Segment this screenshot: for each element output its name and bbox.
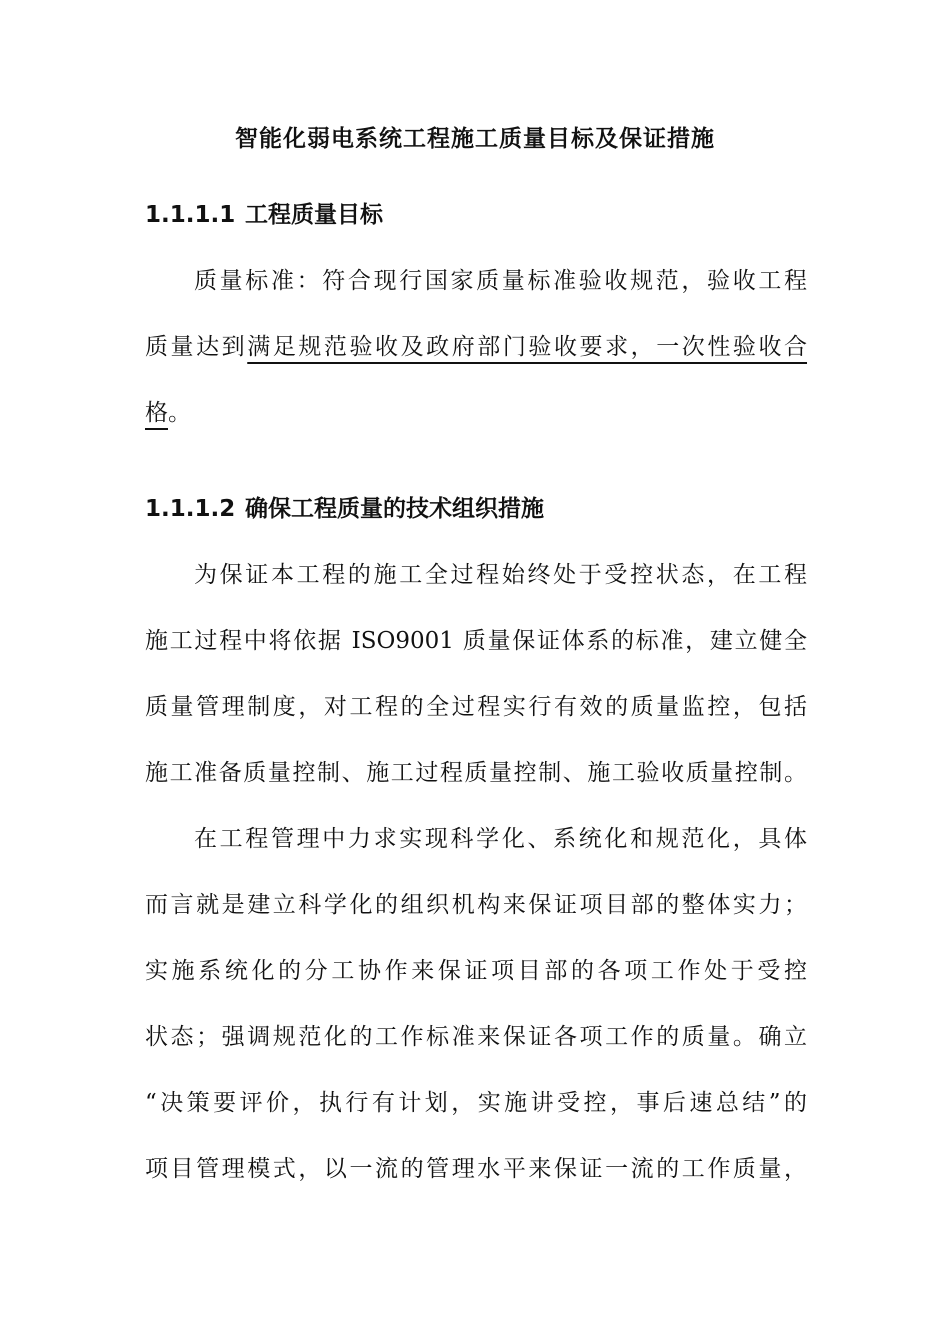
paragraph-line: 在工程管理中力求实现科学化、系统化和规范化，具体 xyxy=(194,826,807,852)
section-title: 确保工程质量的技术组织措施 xyxy=(245,496,544,522)
paragraph-line: 质量标准：符合现行国家质量标准验收规范，验收工程 xyxy=(194,268,807,294)
text-segment: 。 xyxy=(168,400,191,426)
paragraph-line xyxy=(145,328,807,361)
document-title: 智能化弱电系统工程施工质量目标及保证措施 xyxy=(235,126,715,152)
section-heading-technical-measures xyxy=(145,490,544,523)
paragraph-line: 施工过程中将依据 ISO9001 质量保证体系的标准，建立健全 xyxy=(145,628,807,654)
section-number: 1.1.1.1 xyxy=(145,202,236,228)
text-segment: 质量达到 xyxy=(145,334,248,360)
paragraph-line xyxy=(145,394,807,427)
paragraph-line: 状态；强调规范化的工作标准来保证各项工作的质量。确立 xyxy=(145,1024,807,1050)
section-heading-quality-target xyxy=(145,196,383,229)
section-title: 工程质量目标 xyxy=(245,202,383,228)
underlined-text: 格 xyxy=(145,400,168,426)
paragraph-line: 而言就是建立科学化的组织机构来保证项目部的整体实力； xyxy=(145,892,807,918)
underlined-text: 满足规范验收及政府部门验收要求，一次性验收合 xyxy=(247,334,808,360)
section-number: 1.1.1.2 xyxy=(145,496,236,522)
paragraph-line: “决策要评价，执行有计划，实施讲受控，事后速总结”的 xyxy=(145,1090,807,1116)
paragraph-line: 施工准备质量控制、施工过程质量控制、施工验收质量控制。 xyxy=(145,760,807,786)
paragraph-line: 实施系统化的分工协作来保证项目部的各项工作处于受控 xyxy=(145,958,807,984)
paragraph-line: 为保证本工程的施工全过程始终处于受控状态，在工程 xyxy=(194,562,807,588)
paragraph-line: 质量管理制度，对工程的全过程实行有效的质量监控，包括 xyxy=(145,694,807,720)
paragraph-line: 项目管理模式，以一流的管理水平来保证一流的工作质量， xyxy=(145,1156,807,1182)
